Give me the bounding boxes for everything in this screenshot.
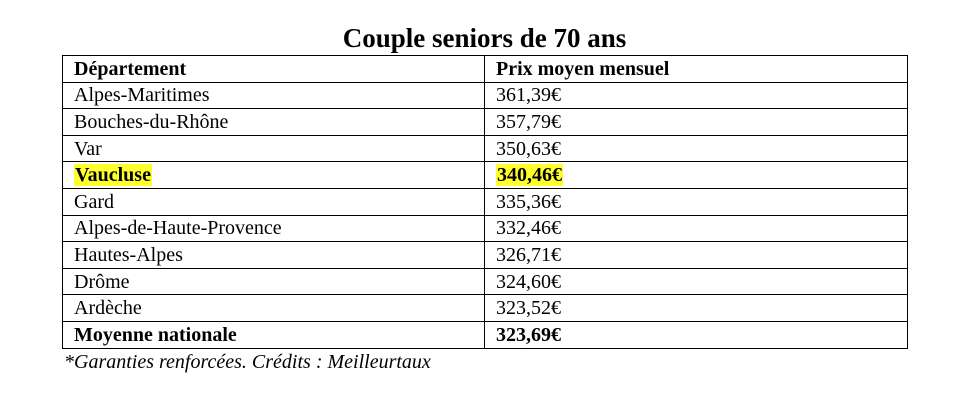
table-row: [63, 82, 908, 109]
departement-cell: Drôme: [63, 268, 485, 295]
national-average-label: Moyenne nationale: [63, 321, 485, 348]
price-cell-highlighted: [485, 162, 908, 189]
table-row: [63, 268, 908, 295]
price-cell: 361,39€: [485, 82, 908, 109]
departement-cell: Gard: [63, 188, 485, 215]
departement-cell: Alpes-de-Haute-Provence: [63, 215, 485, 242]
header-departement: Département: [63, 56, 485, 83]
highlighted-departement: Vaucluse: [75, 164, 151, 187]
table-row-highlighted: [63, 162, 908, 189]
table-row: [63, 135, 908, 162]
departement-cell: Bouches-du-Rhône: [63, 109, 485, 136]
price-cell: 326,71€: [485, 242, 908, 269]
price-table: [62, 55, 908, 349]
table-row: [63, 215, 908, 242]
price-cell: 323,52€: [485, 295, 908, 322]
departement-cell: Alpes-Maritimes: [63, 82, 485, 109]
price-cell: 332,46€: [485, 215, 908, 242]
price-cell: 350,63€: [485, 135, 908, 162]
price-cell: 357,79€: [485, 109, 908, 136]
national-average-price: 323,69€: [485, 321, 908, 348]
departement-cell: Var: [63, 135, 485, 162]
table-row: [63, 188, 908, 215]
table-row-national-average: [63, 321, 908, 348]
page-title: Couple seniors de 70 ans: [342, 23, 627, 53]
price-cell: 324,60€: [485, 268, 908, 295]
departement-cell-highlighted: [63, 162, 485, 189]
header-prix-moyen-mensuel: Prix moyen mensuel: [485, 56, 908, 83]
footnote: *Garanties renforcées. Crédits : Meilleurtaux: [64, 351, 431, 373]
highlighted-price: 340,46€: [497, 164, 562, 187]
departement-cell: Ardèche: [63, 295, 485, 322]
departement-cell: Hautes-Alpes: [63, 242, 485, 269]
table-row: [63, 109, 908, 136]
table-header-row: [63, 56, 908, 83]
table-row: [63, 295, 908, 322]
table-row: [63, 242, 908, 269]
price-cell: 335,36€: [485, 188, 908, 215]
